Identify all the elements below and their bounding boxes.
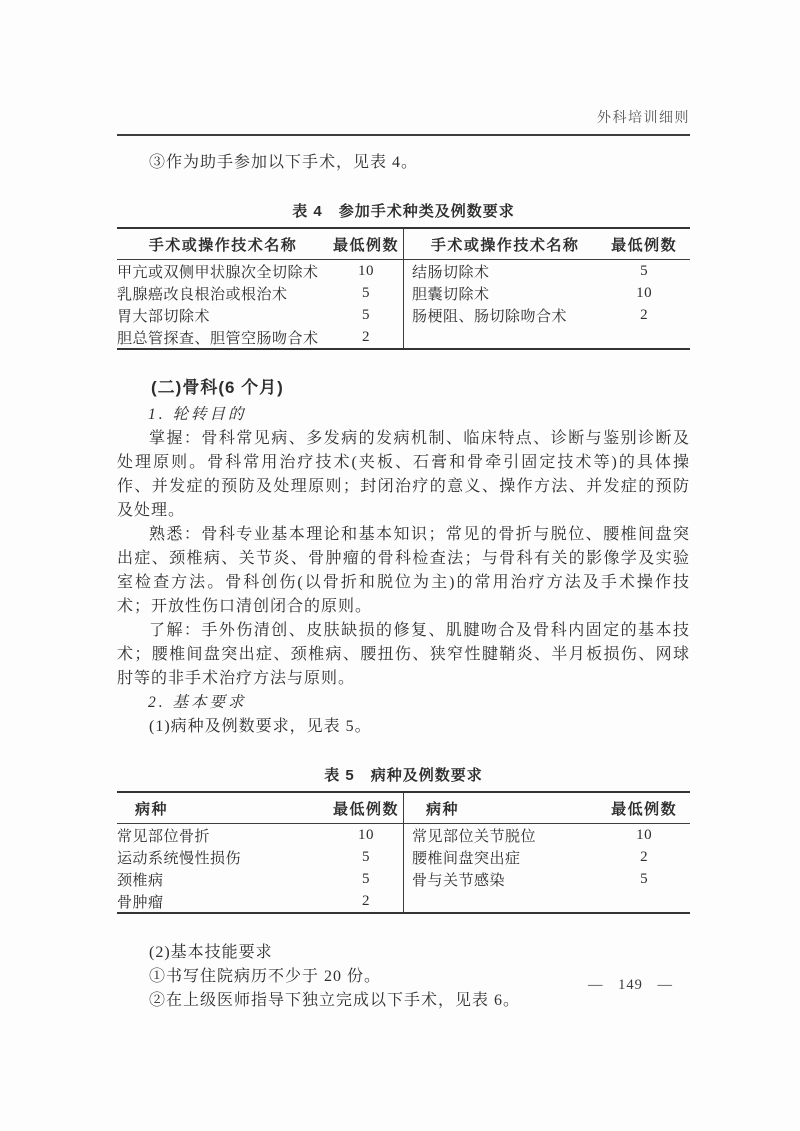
paragraph-skill-2: ②在上级医师指导下独立完成以下手术，见表 6。 [149,992,521,1009]
table-cell: 常见部位关节脱位 [403,824,598,847]
page-content-column [117,0,690,1013]
table-cell: 腰椎间盘突出症 [403,846,598,868]
subsection-rotation-purpose: 1. 轮转目的 [148,406,247,423]
table-cell: 胆囊切除术 [403,282,598,304]
table-row [117,282,690,304]
table5-header-min-left: 最低例数 [329,792,403,824]
table5-header-disease-left: 病种 [117,792,329,824]
table-row [117,824,690,847]
table-cell: 10 [357,262,374,279]
paragraph-req1: (1)病种及例数要求，见表 5。 [149,718,372,735]
table-row [117,326,690,349]
table-cell: 10 [636,826,653,843]
table4-header-row [117,228,690,260]
table-cell: 5 [361,870,370,887]
table4-header-name-right: 手术或操作技术名称 [403,228,598,260]
table-row [117,846,690,868]
table-cell: 5 [361,306,370,323]
table-cell [598,326,690,349]
table-cell: 运动系统慢性损伤 [117,850,242,867]
paragraph-item-3: ③作为助手参加以下手术，见表 4。 [149,154,419,171]
table-cell: 5 [361,284,370,301]
table-row [117,260,690,283]
table-cell: 10 [357,826,374,843]
table-cell: 5 [361,848,370,865]
table5 [117,791,690,914]
table-cell: 2 [361,328,370,345]
page-number: — 149 — [588,977,673,993]
table4-header-min-left: 最低例数 [329,228,403,260]
table-cell: 骨与关节感染 [403,868,598,890]
paragraph-master: 掌握：骨科常见病、多发病的发病机制、临床特点、诊断与鉴别诊断及处理原则。骨科常用治疗技术(夹板、石膏和骨牵引固定技术等)的具体操作、并发症的预防及处理原则；封闭治疗的意义、操作方法、并发症的预防及处理。 [117,430,690,519]
table-row [117,890,690,913]
table-cell: 5 [640,262,649,279]
table-cell: 2 [640,306,649,323]
table4 [117,227,690,350]
table-cell: 5 [640,870,649,887]
table-cell: 颈椎病 [117,872,164,889]
table-cell: 胃大部切除术 [117,308,211,325]
running-header: 外科培训细则 [597,111,690,126]
subsection-basic-requirements: 2. 基本要求 [148,694,247,711]
table5-header-disease-right: 病种 [403,792,598,824]
paragraph-understand: 了解：手外伤清创、皮肤缺损的修复、肌腱吻合及骨科内固定的基本技术；腰椎间盘突出症、颈椎病、腰扭伤、狭窄性腱鞘炎、半月板损伤、网球肘等的非手术治疗方法与原则。 [117,622,690,687]
table5-caption: 表 5 病种及例数要求 [324,767,483,784]
paragraph-familiar: 熟悉：骨科专业基本理论和基本知识；常见的骨折与脱位、腰椎间盘突出症、颈椎病、关节炎、骨肿瘤的骨科检查法；与骨科有关的影像学及实验室检查方法。骨科创伤(以骨折和脱位为主)的常用治疗方法及手术操作技术；开放性伤口清创闭合的原则。 [117,526,690,615]
table-cell [598,890,690,913]
table-cell: 胆总管探查、胆管空肠吻合术 [117,330,319,347]
table-row [117,868,690,890]
table-cell [403,890,598,913]
table-cell: 肠梗阻、肠切除吻合术 [403,304,598,326]
header-rule [117,134,690,136]
table-cell: 结肠切除术 [403,260,598,283]
table-cell: 10 [636,284,653,301]
paragraph-req2: (2)基本技能要求 [149,944,273,961]
table-cell: 骨肿瘤 [117,894,164,911]
paragraph-skill-1: ①书写住院病历不少于 20 份。 [149,968,382,985]
table-cell: 乳腺癌改良根治或根治术 [117,286,288,303]
table-cell: 甲亢或双侧甲状腺次全切除术 [117,264,319,281]
table-cell [403,326,598,349]
table4-caption: 表 4 参加手术种类及例数要求 [292,203,515,220]
table-cell: 2 [640,848,649,865]
table-cell: 2 [361,892,370,909]
table5-header-row [117,792,690,824]
table-row [117,304,690,326]
table5-header-min-right: 最低例数 [598,792,690,824]
table-cell: 常见部位骨折 [117,828,211,845]
table4-header-min-right: 最低例数 [598,228,690,260]
section-title-orthopedics: (二)骨科(6 个月) [151,378,284,397]
table4-header-name-left: 手术或操作技术名称 [117,228,329,260]
